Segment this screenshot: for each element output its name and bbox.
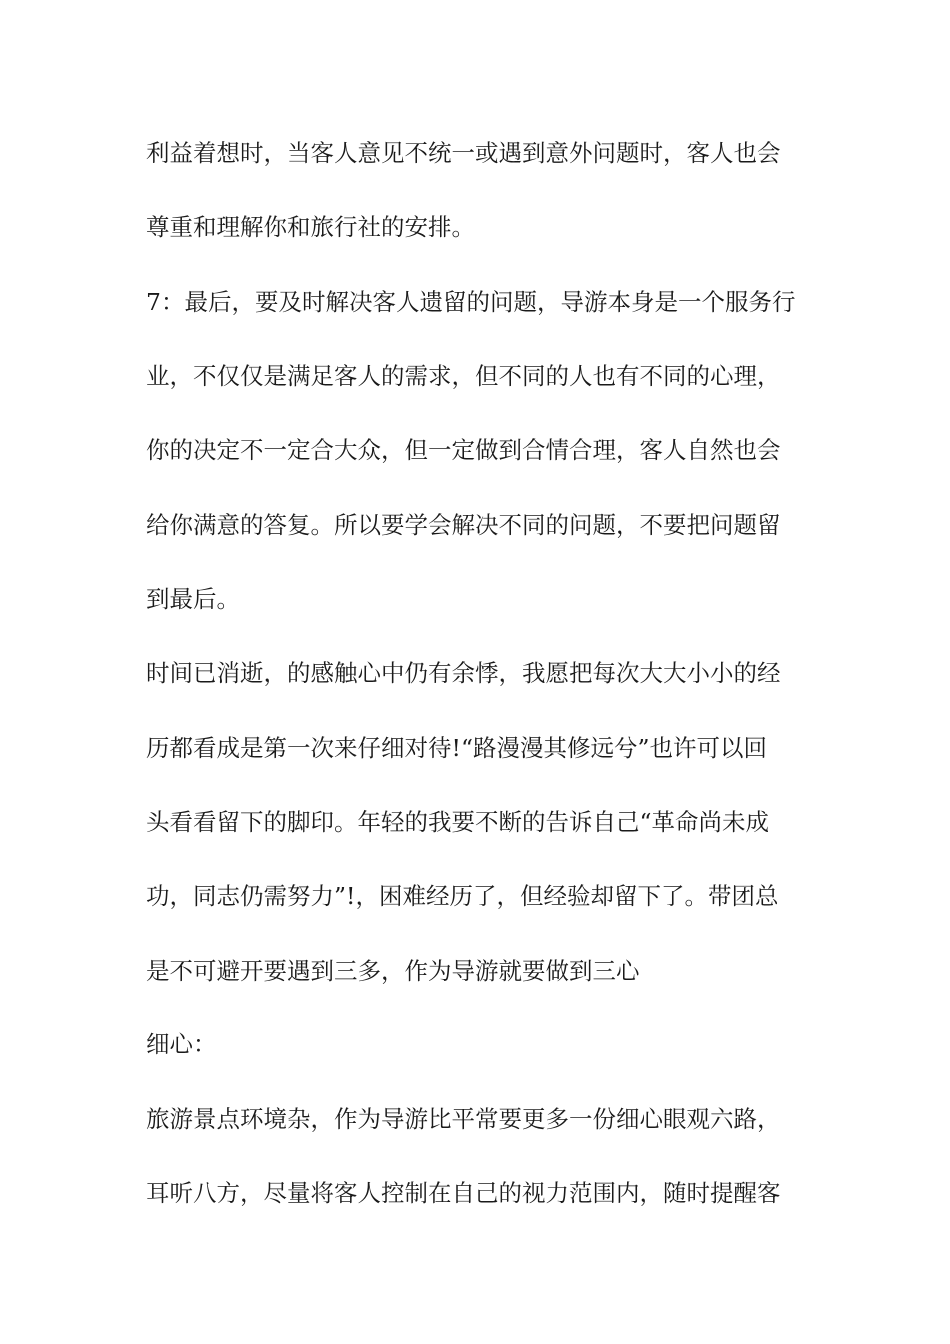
text-line: 你的决定不一定合大众，但一定做到合情合理，客人自然也会 bbox=[146, 436, 781, 464]
text-line: 利益着想时，当客人意见不统一或遇到意外问题时，客人也会 bbox=[146, 139, 781, 167]
text-line: 功，同志仍需努力”!，困难经历了，但经验却留下了。带团总 bbox=[146, 882, 779, 910]
text-line: 业，不仅仅是满足客人的需求，但不同的人也有不同的心理， bbox=[146, 362, 781, 390]
text-line: 时间已消逝，的感触心中仍有余悸，我愿把每次大大小小的经 bbox=[146, 659, 781, 687]
text-line: 7：最后，要及时解决客人遗留的问题，导游本身是一个服务行 bbox=[146, 288, 796, 316]
text-line: 尊重和理解你和旅行社的安排。 bbox=[146, 213, 475, 241]
text-line: 到最后。 bbox=[146, 585, 240, 613]
text-line: 细心： bbox=[146, 1030, 217, 1058]
text-line: 给你满意的答复。所以要学会解决不同的问题，不要把问题留 bbox=[146, 511, 781, 539]
text-line: 是不可避开要遇到三多，作为导游就要做到三心 bbox=[146, 957, 640, 985]
text-line: 耳听八方，尽量将客人控制在自己的视力范围内，随时提醒客 bbox=[146, 1179, 781, 1207]
text-line: 历都看成是第一次来仔细对待!“路漫漫其修远兮”也许可以回 bbox=[146, 734, 767, 762]
text-line: 旅游景点环境杂，作为导游比平常要更多一份细心眼观六路， bbox=[146, 1105, 781, 1133]
text-line: 头看看留下的脚印。年轻的我要不断的告诉自己“革命尚未成 bbox=[146, 808, 770, 836]
